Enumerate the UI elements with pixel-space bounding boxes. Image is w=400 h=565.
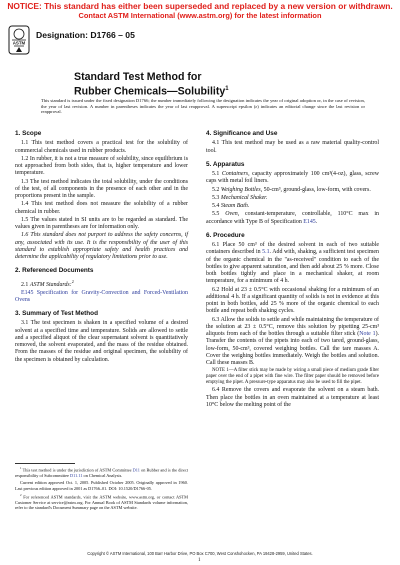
section-heading-referenced-documents: 2. Referenced Documents [15, 267, 94, 275]
notice-banner [0, 2, 400, 20]
section-heading-procedure: 6. Procedure [206, 231, 245, 239]
section-heading-summary: 3. Summary of Test Method [15, 310, 98, 318]
link-note-1[interactable]: Note 1 [359, 331, 376, 337]
link-d11[interactable]: D11 [132, 467, 140, 473]
paragraph-6-2: 6.2 Hold at 23 ± 0.5°C with occasional shaking for a minimum of an additional 4 h. If a significant quantity of solids is not in evidence at this point in both bottles, add 25 % more of the organic chemical to each bottle and repeat both shaking cycles. [206, 286, 379, 315]
link-d11-11[interactable]: D11.11 [70, 472, 83, 478]
title-footnote-mark: 1 [225, 86, 229, 92]
paragraph-5-5: 5.5 Oven, constant-temperature, controllable, 110°C max in accordance with Type B of Specification E145. [206, 211, 379, 225]
designation: Designation: D1766 – 05 [36, 30, 135, 40]
paragraph-3-1: 3.1 The test specimen is shaken in a specified volume of a desired solvent at a specified time and temperature. Solids are allowed to settle and a specified aliquot of the clear supernatant solvent is quantitatively removed, the solvent evaporated, and the mass of the residue obtained. From the masses of the residue and original specimen, the solubility of the specimen is obtained by calculation. [15, 320, 188, 363]
link-5-1[interactable]: 5.1 [262, 249, 270, 256]
paragraph-5-1: 5.1 Containers, capacity approximately 100 cm³(4-oz), glass, screw caps with metal foil liners. [206, 171, 379, 185]
link-e145-inline[interactable]: E145 [303, 218, 316, 225]
paragraph-5-2: 5.2 Weighing Bottles, 50-cm³, ground-glass, low-form, with covers. [212, 186, 371, 193]
left-column [15, 130, 188, 365]
footnote-1: $^1$ This test method is under the jurisdiction of ASTM Committee D11 on Rubber and is the direct responsibility of Subcommittee D11.11 on Chemical Analysis. [15, 466, 188, 478]
paragraph-1-6: 1.6 This standard does not purport to address the safety concerns, if any, associated with its use. It is the responsibility of the user of this standard to establish appropriate safety and health practices and determine the applicability of regulatory limitations prior to use. [15, 232, 188, 260]
footnote-rule [15, 463, 75, 464]
paragraph-6-4: 6.4 Remove the covers and evaporate the solvent on a steam bath. Then place the bottles in an oven maintained at a temperature at least 10°C below the melting point of the [206, 387, 379, 408]
section-heading-scope: 1. Scope [15, 130, 42, 137]
footnotes [15, 466, 188, 513]
notice-line-2: Contact ASTM International (www.astm.org) for the latest information [78, 11, 322, 20]
notice-line-1: NOTICE: This standard has either been superseded and replaced by a new version or withdrawn. [7, 1, 393, 11]
footnote-1-edition: Current edition approved Oct. 1, 2005. Published October 2005. Originally approved in 1960. Last previous edition approved in 2001 as D1766–01. DOI: 10.1520/D1766-05. [15, 480, 188, 491]
page-number: 1 [198, 558, 201, 563]
astm-logo [8, 25, 30, 55]
paragraph-5-4: 5.4 Steam Bath. [212, 203, 250, 209]
link-e145[interactable]: E145 [21, 289, 34, 296]
note-1: NOTE 1—A filter stick may be made by wiring a small piece of medium grade filter paper over the end of a pipet with fine wire. The filter paper should be removed before emptying the pipet. A pressure-type apparatus may also be used to fill the pipet. [206, 368, 379, 386]
paragraph-1-2: 1.2 In rubber, it is not a true measure of solubility, since equilibrium is not approached from both sides, that is, higher temperature and lower temperature. [15, 155, 188, 177]
section-heading-significance: 4. Significance and Use [206, 130, 278, 137]
paragraph-4-1: 4.1 This test method may be used as a raw material quality-control tool. [206, 140, 379, 154]
right-column [206, 130, 379, 410]
paragraph-1-4: 1.4 This test method does not measure the solubility of a rubber chemical in rubber. [15, 201, 188, 215]
title-line-1: Standard Test Method for [74, 71, 202, 83]
paragraph-1-1: 1.1 This test method covers a practical test for the solubility of commercial chemicals used in rubber products. [15, 140, 188, 154]
paragraph-6-1: 6.1 Place 50 cm³ of the desired solvent in each of two suitable containers described in 5.1. Add with, shaking, a sufficient test specimen of the organic chemical in the "as-received" condition to each of the bottles to give apparent saturation, and then add about 25 % more. Close both bottles tightly and place in a mechanical shaker, at room temperature, for a minimum of 4 h. [206, 242, 379, 285]
title-line-2: Rubber Chemicals—Solubility$^1$ [74, 85, 229, 98]
footnote-2: $^2$ For referenced ASTM standards, visit the ASTM website, www.astm.org, or contact ASTM Customer Service at service@astm.org. For Annual Book of ASTM Standards volume information, refer to the standard's Document Summary page on the ASTM website. [15, 493, 188, 511]
paragraph-6-3: 6.3 Allow the solids to settle and while maintaining the temperature of the solution at 23 ± 0.5°C, remove this solution by pipetting 25-cm³ aliquots from each of the bottles through a suitable filter stick (Note 1). Transfer the contents of the pipets into each of two tared, ground-glass, low-form, 50-cm³, covered weighing bottles. Call the tare masses A. Cover the weighing bottles immediately. Weigh the bottles and solution. Call these masses B. [206, 316, 380, 366]
paragraph-5-3: 5.3 Mechanical Shaker. [212, 194, 268, 201]
reference-e145: E145 Specification for Gravity-Convection and Forced-Ventilation Ovens [15, 289, 188, 303]
copyright-footer: Copyright © ASTM International, 100 Barr Harbor Drive, PO Box C700, West Conshohocken, PA 19428-2959, United States. [87, 551, 313, 556]
paragraph-1-3: 1.3 The test method indicates the total solubility, under the conditions of the test, of all components in the presence of each other and in the proportions present in the sample. [15, 178, 188, 199]
paragraph-1-5: 1.5 The values stated in SI units are to be regarded as standard. The values given in parentheses are for information only. [15, 216, 188, 230]
document-title [74, 71, 229, 98]
designation-note: This standard is issued under the fixed designation D1766; the number immediately following the designation indicates the year of original adoption or, in the case of revision, the year of last revision. A number in parentheses indicates the year of last reapproval. A superscript epsilon (ε) indicates an editorial change since the last revision or reapproval. [41, 98, 365, 115]
svg-text:ASTM: ASTM [12, 40, 26, 46]
paragraph-2-1: 2.1 ASTM Standards:$^2$ [21, 278, 74, 288]
section-heading-apparatus: 5. Apparatus [206, 160, 245, 168]
